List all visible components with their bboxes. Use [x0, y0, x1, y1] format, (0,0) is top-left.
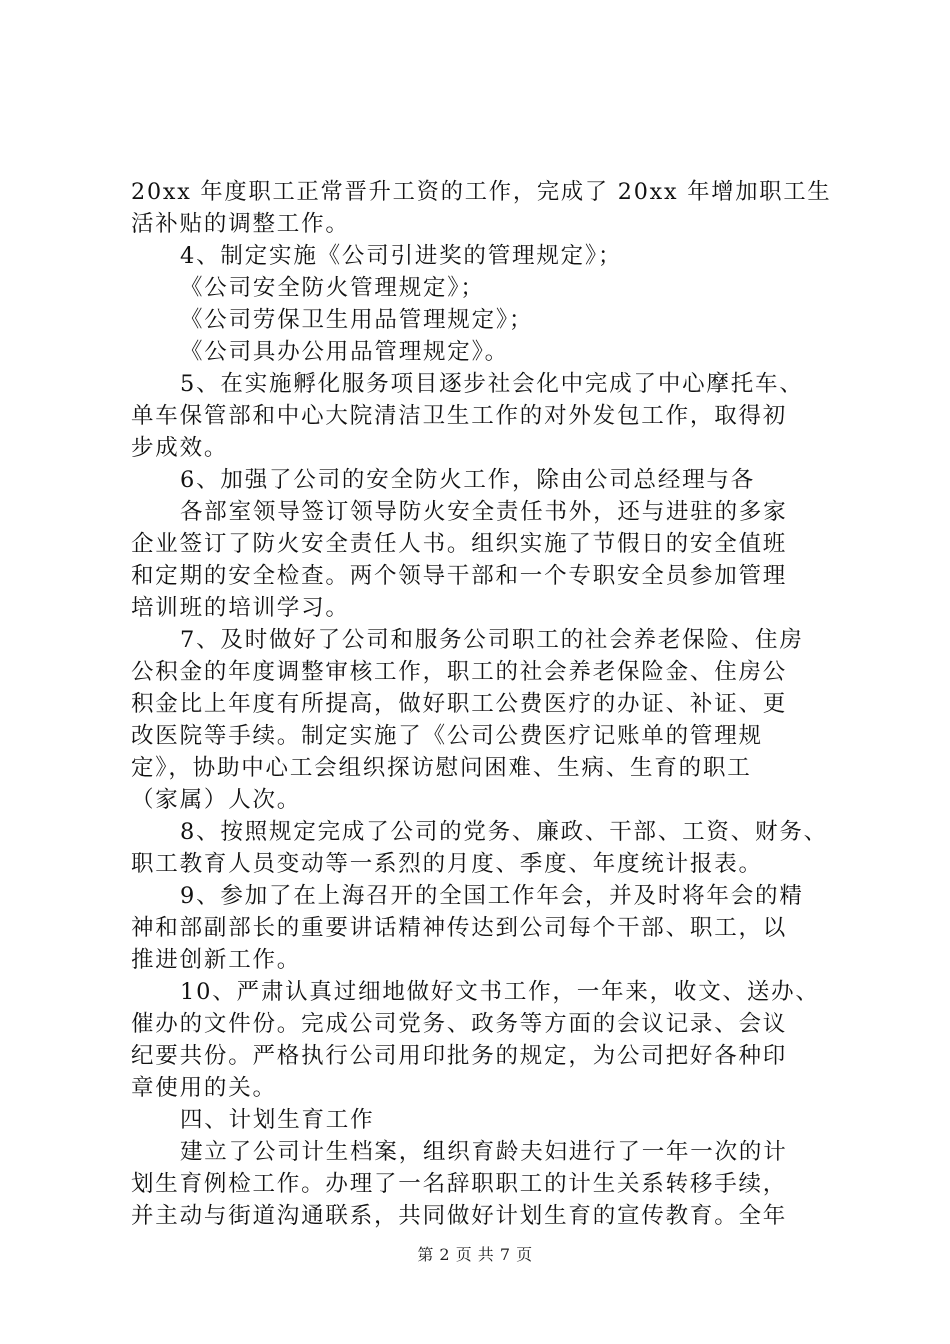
text-line: 7、及时做好了公司和服务公司职工的社会养老保险、住房 — [180, 627, 804, 653]
paragraph — [131, 880, 831, 976]
text-line: 建立了公司计生档案，组织育龄夫妇进行了一年一次的计 — [180, 1139, 788, 1165]
text-line: 《公司劳保卫生用品管理规定》； — [180, 307, 534, 333]
document-body — [131, 176, 831, 1232]
text-line: 公积金的年度调整审核工作，职工的社会养老保险金、住房公 — [131, 659, 788, 685]
text-line: 《公司具办公用品管理规定》。 — [180, 339, 509, 365]
text-line: 5、在实施孵化服务项目逐步社会化中完成了中心摩托车、 — [180, 371, 804, 397]
text-line: 9、参加了在上海召开的全国工作年会，并及时将年会的精 — [180, 883, 804, 909]
paragraph — [131, 1104, 831, 1136]
text-line: 四、计划生育工作 — [180, 1107, 375, 1133]
paragraph — [131, 176, 831, 240]
text-line: 改医院等手续。制定实施了《公司公费医疗记账单的管理规 — [131, 723, 763, 749]
text-line: 划生育例检工作。办理了一名辞职职工的计生关系转移手续， — [131, 1171, 788, 1197]
text-line: 步成效。 — [131, 435, 229, 461]
text-line: 章使用的关。 — [131, 1075, 277, 1101]
paragraph — [131, 368, 831, 464]
text-line: 各部室领导签订领导防火安全责任书外，还与进驻的多家 — [180, 499, 788, 525]
paragraph — [131, 1136, 831, 1232]
text-line: 8、按照规定完成了公司的党务、廉政、干部、工资、财务、 — [180, 819, 828, 845]
paragraph — [131, 496, 831, 624]
text-line: 活补贴的调整工作。 — [131, 211, 350, 237]
text-line: 单车保管部和中心大院清洁卫生工作的对外发包工作，取得初 — [131, 403, 788, 429]
text-line: 10、严肃认真过细地做好文书工作，一年来，收文、送办、 — [180, 979, 820, 1005]
paragraph — [131, 304, 831, 336]
text-line: 并主动与街道沟通联系，共同做好计划生育的宣传教育。全年 — [131, 1203, 788, 1229]
text-line: 纪要共份。严格执行公司用印批务的规定，为公司把好各种印 — [131, 1043, 788, 1069]
text-line: 培训班的培训学习。 — [131, 595, 350, 621]
text-line: 4、制定实施《公司引进奖的管理规定》； — [180, 243, 623, 269]
paragraph — [131, 976, 831, 1104]
paragraph — [131, 464, 831, 496]
page-footer: 第 2 页 共 7 页 — [417, 1245, 533, 1264]
text-line: 6、加强了公司的安全防火工作，除由公司总经理与各 — [180, 467, 756, 493]
text-line: 《公司安全防火管理规定》； — [180, 275, 485, 301]
paragraph — [131, 336, 831, 368]
text-line: 推进创新工作。 — [131, 947, 302, 973]
text-line: 定》，协助中心工会组织探访慰问困难、生病、生育的职工 — [131, 755, 752, 781]
text-line: 企业签订了防火安全责任人书。组织实施了节假日的安全值班 — [131, 531, 788, 557]
paragraph — [131, 816, 831, 880]
text-line: 积金比上年度有所提高，做好职工公费医疗的办证、补证、更 — [131, 691, 788, 717]
text-line: （家属）人次。 — [131, 787, 302, 813]
text-line: 神和部副部长的重要讲话精神传达到公司每个干部、职工，以 — [131, 915, 788, 941]
text-line: 职工教育人员变动等一系烈的月度、季度、年度统计报表。 — [131, 851, 763, 877]
text-line: 催办的文件份。完成公司党务、政务等方面的会议记录、会议 — [131, 1011, 788, 1037]
text-line: 和定期的安全检查。两个领导干部和一个专职安全员参加管理 — [131, 563, 788, 589]
paragraph — [131, 240, 831, 272]
paragraph — [131, 624, 831, 816]
paragraph — [131, 272, 831, 304]
text-line: 20xx 年度职工正常晋升工资的工作，完成了 20xx 年增加职工生 — [131, 179, 832, 205]
